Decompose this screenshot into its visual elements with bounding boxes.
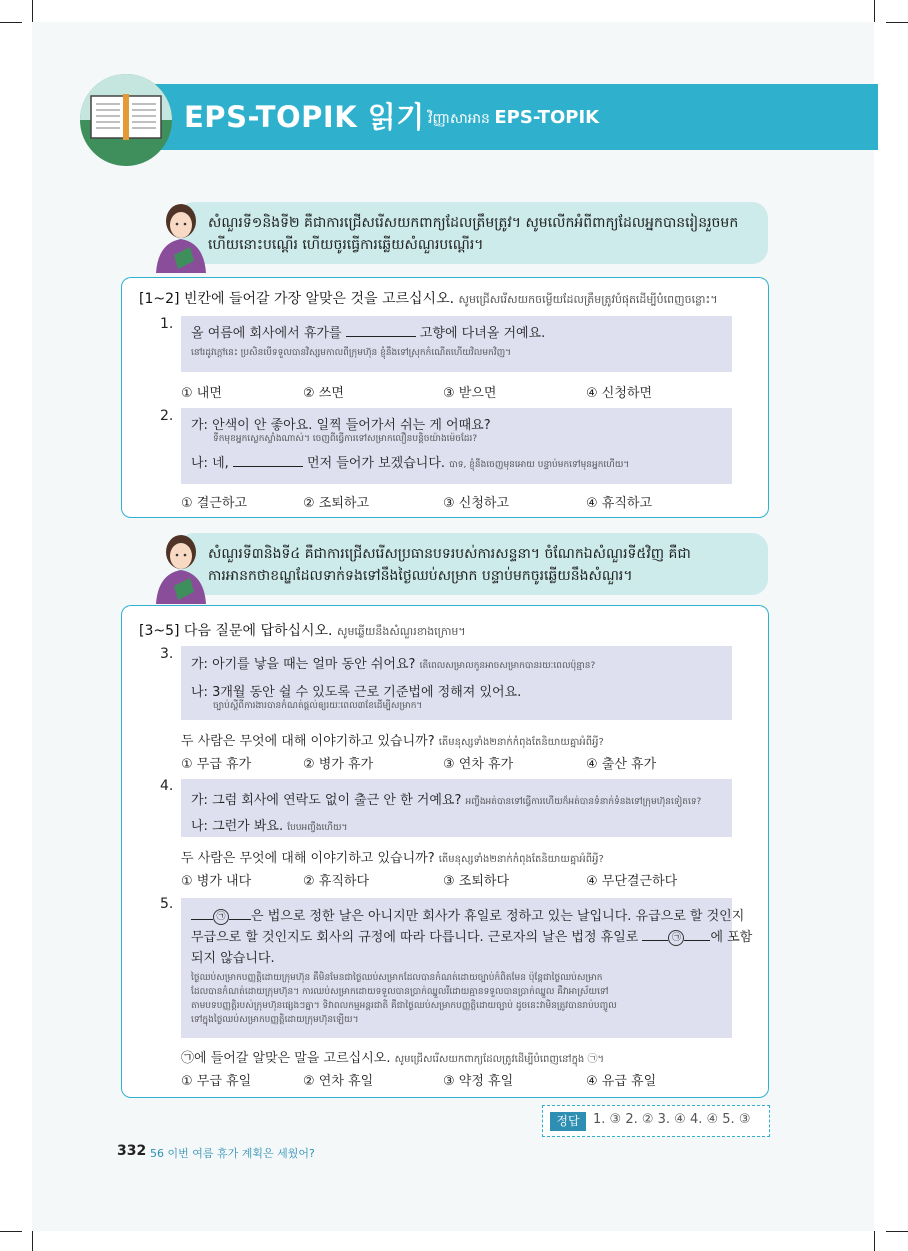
dialog-line: 가: 안색이 안 좋아요. 일찍 들어가서 쉬는 게 어때요? bbox=[191, 418, 491, 433]
question-panel bbox=[181, 646, 732, 720]
option[interactable]: ① 결근하고 bbox=[181, 496, 248, 511]
teacher-illustration bbox=[150, 528, 212, 604]
translation: ដែលបានកំណត់ដោយក្រុមហ៊ុន។ ការឈប់សម្រាកដោយទទួលបានប្រាក់ឈ្នួលរឺដោយគ្មានទទួលបានប្រាក់ឈ្នួល គឺវាអាស្រ័យទៅ bbox=[191, 987, 609, 997]
question-panel bbox=[181, 779, 732, 837]
question-number: 1. bbox=[160, 316, 174, 332]
translation: ថ្ងៃឈប់សម្រាកបញ្ញត្តិដោយក្រុមហ៊ុន គឺមិនមែនជាថ្ងៃឈប់សម្រាកដែលបានកំណត់ដោយច្បាប់កំពិតមែន ប៉ុន្តែជាថ្ងៃឈប់សម្រាក bbox=[191, 973, 603, 983]
dialog-line: 나: 3개월 동안 쉴 수 있도록 근로 기준법에 정해져 있어요. bbox=[191, 685, 522, 700]
dialog-line: 나: 그런가 봐요. បែបអញ្ចឹងហើយ។ bbox=[191, 819, 348, 834]
option[interactable]: ② 조퇴하고 bbox=[303, 496, 370, 511]
question-panel bbox=[181, 316, 732, 372]
translation: ទឹកមុខអ្នកស្លេកស្លាំងណាស់។ ចេញពីធ្វើការទៅសម្រាកលឿនបន្តិចយ៉ាងម៉េចដែរ? bbox=[213, 434, 478, 444]
book-icon bbox=[89, 92, 163, 140]
crop-mark bbox=[874, 1231, 875, 1251]
crop-mark bbox=[886, 1231, 908, 1232]
option[interactable]: ③ 연차 휴가 bbox=[443, 757, 514, 772]
option[interactable]: ③ 조퇴하다 bbox=[443, 874, 510, 889]
question-panel bbox=[181, 898, 753, 1038]
passage-line: ㉠ 은 법으로 정한 날은 아니지만 회사가 휴일로 정하고 있는 날입니다. 유급으로 할 것인지 bbox=[191, 906, 722, 927]
option[interactable]: ② 휴직하다 bbox=[303, 874, 370, 889]
option[interactable]: ④ 휴직하고 bbox=[586, 496, 653, 511]
dialog-line: 나: 네, 먼저 들어가 보겠습니다. បាទ, ខ្ញុំនឹងចេញមុនអោយ បន្ទាប់មកទៅមុនអ្នកហើយ។ bbox=[191, 456, 630, 471]
question-text: 올 여름에 회사에서 휴가를 고향에 다녀올 거예요. bbox=[191, 326, 546, 341]
blank-marker: ㉠ bbox=[213, 909, 229, 925]
option[interactable]: ③ 받으면 bbox=[443, 386, 497, 401]
crop-mark bbox=[0, 22, 22, 23]
option[interactable]: ③ 신청하고 bbox=[443, 496, 510, 511]
teacher-illustration bbox=[150, 197, 212, 273]
passage-line: 무급으로 할 것인지도 회사의 규정에 따라 다릅니다. 근로자의 날은 법정 휴일로 ㉠ 에 포함 bbox=[191, 930, 753, 945]
question-panel bbox=[181, 408, 732, 484]
option[interactable]: ② 쓰면 bbox=[303, 386, 344, 401]
question-prompt: 두 사람은 무엇에 대해 이야기하고 있습니까? តើមនុស្សទាំង២នាក់កំពុងតែនិយាយគ្នាអំពីអ្វី? bbox=[181, 851, 604, 866]
section-heading: [3~5] 다음 질문에 답하십시오. សូមឆ្លើយនឹងសំណួរខាងក្រោម។ bbox=[139, 623, 466, 639]
subtitle-km: វិញ្ញាសាអាន bbox=[428, 111, 490, 127]
crop-mark bbox=[32, 0, 33, 22]
section-heading: [1~2] 빈칸에 들어갈 가장 알맞은 것을 고르십시오. សូមជ្រើសរើសយកចម្លើយដែលត្រឹមត្រូវបំផុតដើម្បីបំពេញចន្លោះ។ bbox=[139, 291, 718, 307]
answer-key bbox=[542, 1105, 770, 1137]
question-number: 2. bbox=[160, 408, 174, 424]
question-number: 3. bbox=[160, 646, 174, 662]
question-prompt: 두 사람은 무엇에 대해 이야기하고 있습니까? តើមនុស្សទាំង២នាក់កំពុងតែនិយាយគ្នាអំពីអ្វី? bbox=[181, 734, 604, 749]
page-subtitle bbox=[428, 107, 599, 130]
translation: ច្បាប់ស្ដីពីការងារបានកំណត់ផ្ដល់ឲ្យរយៈពេល៣ខែដើម្បីសម្រាក។ bbox=[213, 701, 423, 711]
option[interactable]: ④ 신청하면 bbox=[586, 386, 653, 401]
option[interactable]: ② 연차 휴일 bbox=[303, 1074, 374, 1089]
instruction-bubble-2: សំណួរទី៣និងទី៤ គឺជាការជ្រើសរើសប្រធានបទរបស់ការសន្ទនា។ ចំណែកឯសំណួរទី៥វិញ គឺជាការអានកថាខណ្ឌដែលទាក់ទងទៅនឹងថ្ងៃឈប់សម្រាក បន្ទាប់មកចូរឆ្លើយនឹងសំណួរ។ bbox=[178, 533, 768, 595]
passage-line: 되지 않습니다. bbox=[191, 951, 275, 966]
option[interactable]: ① 무급 휴일 bbox=[181, 1074, 252, 1089]
blank bbox=[346, 324, 416, 337]
question-number: 5. bbox=[160, 896, 174, 912]
header-book-badge bbox=[80, 74, 172, 166]
option[interactable]: ② 병가 휴가 bbox=[303, 757, 374, 772]
option[interactable]: ① 병가 내다 bbox=[181, 874, 252, 889]
subtitle-en: EPS-TOPIK bbox=[494, 107, 600, 128]
translation: តាមបទបញ្ញត្តិរបស់ក្រុមហ៊ុនផ្សេងៗគ្នា។ ទិវាពលកម្មអន្តរជាតិ គឺជាថ្ងៃឈប់សម្រាកបញ្ញត្តិដោយច្បាប់ ដូចនេះវាមិនត្រូវបានរាប់បញ្ចូល bbox=[191, 1001, 617, 1011]
question-prompt: ㉠에 들어갈 알맞은 말을 고르십시오. សូមជ្រើសរើសយកពាក្យដែលត្រូវដើម្បីបំពេញនៅក្នុង ㉠។ bbox=[181, 1051, 605, 1066]
option[interactable]: ① 무급 휴가 bbox=[181, 757, 252, 772]
translation: ទៅក្នុងថ្ងៃឈប់សម្រាកបញ្ញត្តិដោយក្រុមហ៊ុនឡើយ។ bbox=[191, 1015, 359, 1025]
answer-values: 1. ③ 2. ② 3. ④ 4. ④ 5. ③ bbox=[593, 1112, 751, 1127]
crop-mark bbox=[874, 0, 875, 22]
page-title: EPS-TOPIK 읽기 bbox=[184, 100, 425, 134]
crop-mark bbox=[32, 1231, 33, 1251]
question-number: 4. bbox=[160, 778, 174, 794]
chapter-title: 56 이번 여름 휴가 계획은 세웠어? bbox=[150, 1147, 315, 1160]
crop-mark bbox=[0, 1231, 22, 1232]
dialog-line: 가: 아기를 낳을 때는 얼마 동안 쉬어요? តើពេលសម្រាលកូនអាចសម្រាកបានរយៈពេលប៉ុន្មាន? bbox=[191, 657, 596, 672]
option[interactable]: ④ 유급 휴일 bbox=[586, 1074, 657, 1089]
option[interactable]: ① 내면 bbox=[181, 386, 222, 401]
page-number: 332 bbox=[117, 1143, 147, 1159]
option[interactable]: ④ 무단결근하다 bbox=[586, 874, 678, 889]
answer-label: 정답 bbox=[550, 1112, 586, 1131]
option[interactable]: ④ 출산 휴가 bbox=[586, 757, 657, 772]
dialog-line: 가: 그럼 회사에 연락도 없이 출근 안 한 거예요? អញ្ចឹងអត់បានទៅធ្វើការហើយក៏អត់បានទំនាក់ទំនងទៅក្រុមហ៊ុនទៀតទេ? bbox=[191, 793, 702, 808]
instruction-bubble-1: សំណួរទី១និងទី២ គឺជាការជ្រើសរើសយកពាក្យដែលត្រឹមត្រូវ។ សូមលើកអំពីពាក្យដែលអ្នកបានរៀនរួចមកហើយនោះបណ្ដើរ ហើយចូរធ្វើការឆ្លើយសំណួរបណ្ដើរ។ bbox=[178, 202, 768, 264]
translation: នៅរដូវក្ដៅនេះ ប្រសិនបើទទួលបានវិស្សមកាលពីក្រុមហ៊ុន ខ្ញុំនឹងទៅស្រុកកំណើតហើយវិលមកវិញ។ bbox=[191, 348, 512, 358]
blank bbox=[233, 454, 303, 467]
question-box-1-2 bbox=[121, 277, 769, 518]
blank-marker: ㉠ bbox=[668, 930, 684, 946]
crop-mark bbox=[886, 22, 908, 23]
question-box-3-5 bbox=[121, 605, 769, 1098]
option[interactable]: ③ 약정 휴일 bbox=[443, 1074, 514, 1089]
